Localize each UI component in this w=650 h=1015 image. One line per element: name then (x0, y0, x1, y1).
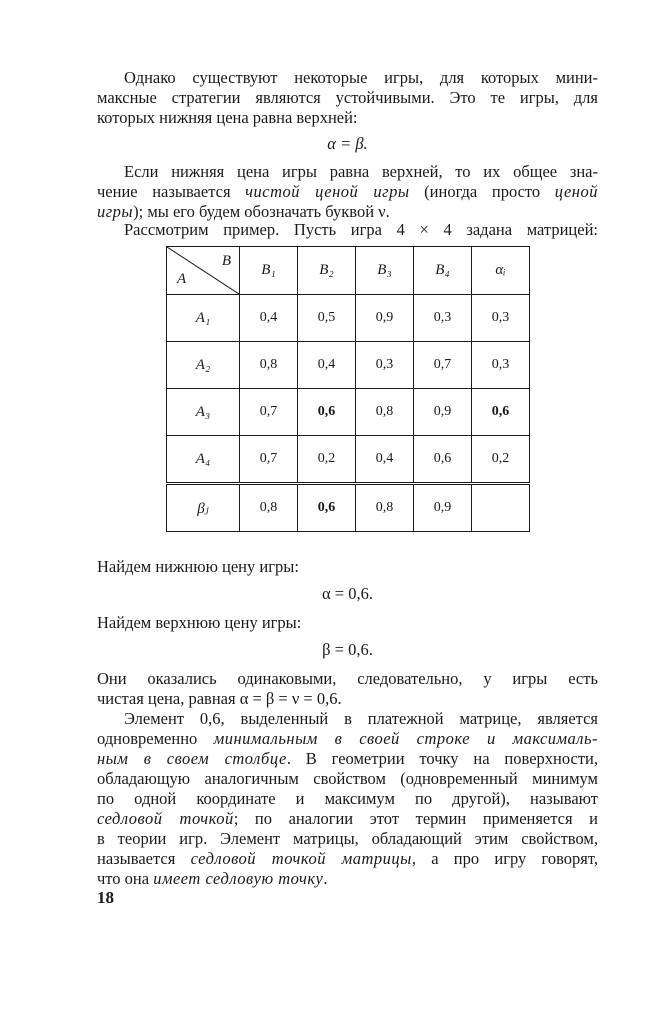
paragraph-line (97, 749, 598, 769)
equation-alpha-equals-beta: α = β. (327, 134, 368, 153)
paragraph-line (97, 809, 598, 829)
matrix-cell: 0,4 (298, 342, 356, 389)
paragraph-line: обладающую аналогичным свойством (одновременный минимум (97, 769, 598, 788)
column-header: B₁ (240, 247, 298, 295)
row-header: A₃ (167, 389, 240, 436)
paragraph-line (97, 182, 598, 202)
text-span: одновременно (97, 729, 198, 748)
paragraph-line: по одной координате и максимум по другой), называют (97, 789, 598, 808)
row-header: βⱼ (167, 484, 240, 532)
matrix-beta-row (167, 484, 530, 532)
matrix-row (167, 436, 530, 484)
emphasis-term: ным в своем столбце (97, 749, 287, 768)
paragraph-line (97, 202, 390, 222)
paragraph-line: максные стратегии являются устойчивыми. Это те игры, для (97, 88, 598, 107)
paragraph-line (97, 849, 598, 869)
text-span: ; по аналогии этот термин применяется и (233, 809, 598, 828)
emphasis-term: седловой точкой (97, 809, 234, 828)
paragraph-line: Если нижняя цена игры равна верхней, то их общее зна- (124, 162, 598, 181)
matrix-cell: 0,3 (414, 295, 472, 342)
matrix-header-row (167, 247, 530, 295)
corner-col-label: B (221, 253, 231, 269)
paragraph-line: Они оказались одинаковыми, следовательно, у игры есть (97, 669, 598, 688)
row-header: A₁ (167, 295, 240, 342)
column-header: B₄ (414, 247, 472, 295)
matrix-cell: 0,8 (240, 342, 298, 389)
text-span: . В геометрии точку на поверхности, (286, 749, 598, 768)
matrix-cell: 0,8 (356, 484, 414, 532)
matrix-cell: 0,9 (356, 295, 414, 342)
matrix-cell: 0,8 (356, 389, 414, 436)
matrix-cell (472, 484, 530, 532)
row-header: A₂ (167, 342, 240, 389)
emphasis-term: минимальным в своей строке и максималь- (213, 729, 598, 748)
emphasis-term: ценой (554, 182, 598, 201)
column-header: B₃ (356, 247, 414, 295)
paragraph-line: Рассмотрим пример. Пусть игра 4 × 4 задана матрицей: (124, 220, 598, 239)
corner-row-label: A (177, 271, 187, 287)
matrix-cell: 0,4 (356, 436, 414, 484)
matrix-cell: 0,3 (472, 295, 530, 342)
text-span: (иногда просто (424, 182, 541, 201)
emphasis-term: игры (97, 202, 134, 221)
row-header: A₄ (167, 436, 240, 484)
paragraph-line: Найдем нижнюю цену игры: (97, 557, 299, 576)
matrix-cell: 0,3 (472, 342, 530, 389)
matrix-cell: 0,7 (240, 436, 298, 484)
paragraph-line: Найдем верхнюю цену игры: (97, 613, 302, 632)
matrix-row (167, 342, 530, 389)
text-span: ); мы его будем обозначать буквой ν. (133, 202, 390, 221)
matrix-cell: 0,8 (240, 484, 298, 532)
matrix-cell: 0,7 (414, 342, 472, 389)
equation-beta: β = 0,6. (322, 640, 373, 659)
paragraph-line: Однако существуют некоторые игры, для которых мини- (124, 68, 598, 87)
emphasis-term: чистой ценой игры (245, 182, 410, 201)
saddle-point-cell: 0,6 (298, 389, 356, 436)
emphasis-term: имеет седловую точку (153, 869, 324, 888)
text-span: называется (97, 849, 176, 868)
matrix-cell: 0,7 (240, 389, 298, 436)
paragraph-line: Элемент 0,6, выделенный в платежной матрице, является (124, 709, 598, 728)
payoff-matrix (166, 246, 530, 532)
text-span: чение называется (97, 182, 231, 201)
matrix-cell: 0,4 (240, 295, 298, 342)
matrix-cell: 0,2 (298, 436, 356, 484)
matrix-cell-min-beta: 0,6 (298, 484, 356, 532)
matrix-corner-cell (167, 247, 240, 295)
matrix-cell-max-alpha: 0,6 (472, 389, 530, 436)
paragraph-line: в теории игр. Элемент матрицы, обладающий этим свойством, (97, 829, 598, 848)
matrix-row (167, 295, 530, 342)
matrix-cell: 0,5 (298, 295, 356, 342)
column-header: B₂ (298, 247, 356, 295)
matrix-row (167, 389, 530, 436)
text-span: что она (97, 869, 150, 888)
text-span: , а про игру говорят, (411, 849, 598, 868)
matrix-cell: 0,2 (472, 436, 530, 484)
matrix-cell: 0,9 (414, 389, 472, 436)
paragraph-line (97, 869, 328, 889)
equation-alpha: α = 0,6. (322, 584, 373, 603)
text-span: . (323, 869, 328, 888)
page-number: 18 (97, 888, 114, 907)
matrix-cell: 0,9 (414, 484, 472, 532)
paragraph-line: которых нижняя цена равна верхней: (97, 108, 358, 127)
matrix-cell: 0,6 (414, 436, 472, 484)
paragraph-line (97, 729, 598, 749)
matrix-cell: 0,3 (356, 342, 414, 389)
paragraph-line: чистая цена, равная α = β = ν = 0,6. (97, 689, 342, 708)
column-header: αᵢ (472, 247, 530, 295)
emphasis-term: седловой точкой матрицы (190, 849, 412, 868)
